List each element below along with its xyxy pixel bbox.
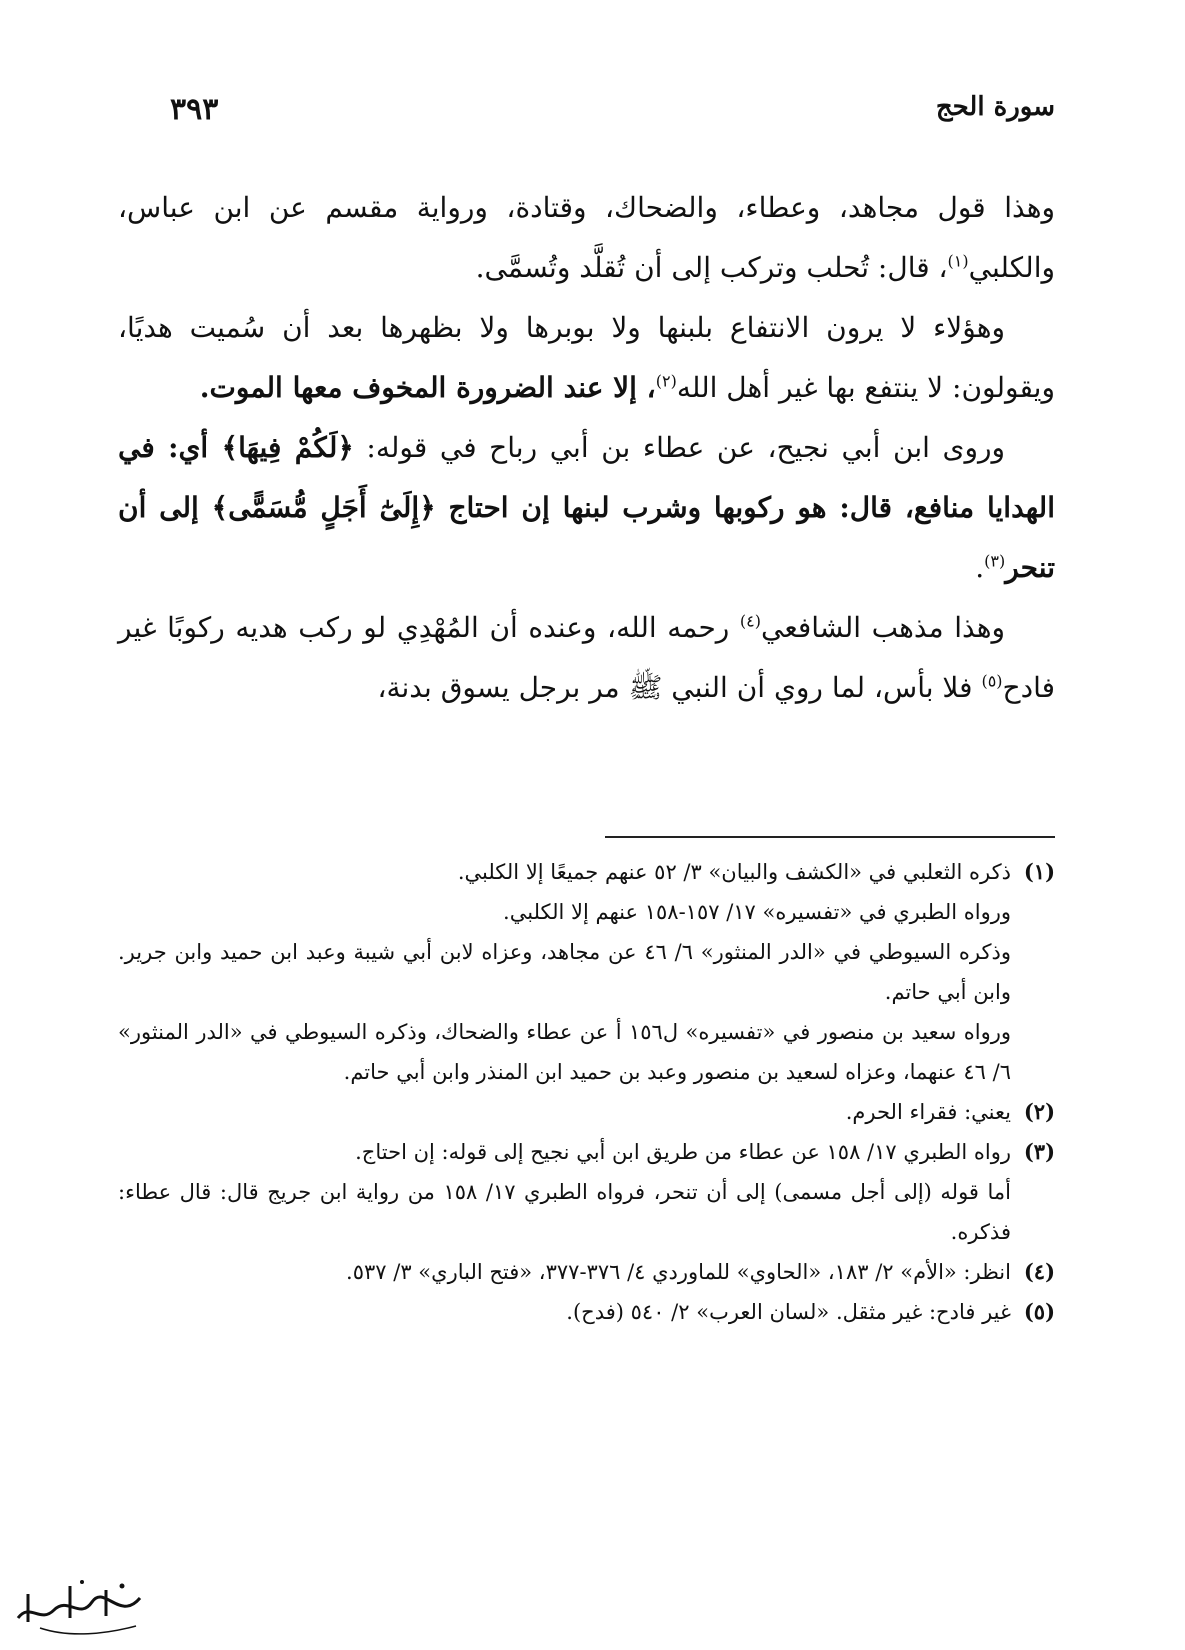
- footnote-ref-1: (١): [947, 251, 969, 271]
- footnote-line: ورواه الطبري في «تفسيره» ١٧/ ١٥٧-١٥٨ عنهم إلا الكلبي.: [503, 900, 1011, 924]
- footnote-divider: [605, 836, 1055, 838]
- footnote-line: غير فادح: غير مثقل. «لسان العرب» ٢/ ٥٤٠ (فدح).: [566, 1300, 1011, 1324]
- footnote-line: وذكره السيوطي في «الدر المنثور» ٦/ ٤٦ عن مجاهد، وعزاه لابن أبي شيبة وعبد ابن حميد وابن جرير. وابن أبي حاتم.: [118, 940, 1011, 1004]
- footnote-ref-4: (٤): [739, 611, 762, 631]
- footnote-line: انظر: «الأم» ٢/ ١٨٣، «الحاوي» للماوردي ٤/ ٣٧٦-٣٧٧، «فتح الباري» ٣/ ٥٣٧.: [346, 1260, 1011, 1284]
- footnote-number: (٢): [1023, 1099, 1055, 1124]
- footnote-2: [118, 1092, 1055, 1132]
- footnote-ref-5: (٥): [981, 671, 1003, 691]
- footnote-line: رواه الطبري ١٧/ ١٥٨ عن عطاء من طريق ابن أبي نجيح إلى قوله: إن احتاج.: [355, 1140, 1011, 1164]
- footnote-ref-2: (٢): [655, 371, 677, 391]
- paragraph-3: وروى ابن أبي نجيح، عن عطاء بن أبي رباح في قوله: ﴿لَكُمْ فِيهَا﴾ أي: في الهدايا منافع، قال: هو ركوبها وشرب لبنها إن احتاج ﴿إِلَىٰٓ أَجَلٍ مُّسَمًّى﴾ إلى أن تنحر$^{(٣)}$.: [118, 431, 1055, 584]
- footnote-line: أما قوله (إلى أجل مسمى) إلى أن تنحر، فرواه الطبري ١٧/ ١٥٨ من رواية ابن جريج قال: قال عطاء: فذكره.: [118, 1180, 1011, 1244]
- footnote-number: (١): [1023, 859, 1055, 884]
- footnote-line: ورواه سعيد بن منصور في «تفسيره» ل١٥٦ أ عن عطاء والضحاك، وذكره السيوطي في «الدر المنثور» ٦/ ٤٦ عنهما، وعزاه لسعيد بن منصور وعبد بن حميد ابن المنذر وابن أبي حاتم.: [118, 1020, 1011, 1084]
- footnotes: [118, 852, 1055, 1332]
- footnote-number: (٤): [1023, 1259, 1055, 1284]
- paragraph-1: وهذا قول مجاهد، وعطاء، والضحاك، وقتادة، ورواية مقسم عن ابن عباس، والكلبي$^{(١)}$، قال: تُحلب وتركب إلى أن تُقلَّد وتُسمَّى.: [118, 191, 1055, 284]
- page-number: ٣٩٣: [170, 92, 219, 127]
- footnote-number: (٥): [1023, 1299, 1055, 1324]
- footnote-line: يعني: فقراء الحرم.: [845, 1100, 1011, 1124]
- quran-quote-1: ﴿لَكُمْ فِيهَا﴾: [221, 431, 354, 464]
- surah-title: سورة الحج: [935, 92, 1055, 122]
- paragraph-2: وهؤلاء لا يرون الانتفاع بلبنها ولا بوبرها ولا بظهرها بعد أن سُميت هديًا، ويقولون: لا ينتفع بها غير أهل الله$^{(٢)}$، إلا عند الضرورة المخوف معها الموت.: [118, 311, 1055, 404]
- footnote-number: (٣): [1023, 1139, 1055, 1164]
- footnote-ref-3: (٣): [984, 551, 1006, 571]
- paragraph-4: وهذا مذهب الشافعي$^{(٤)}$ رحمه الله، وعنده أن المُهْدِي لو ركب هديه ركوبًا غير فادح$^{(٥)}$ فلا بأس، لما روي أن النبي ﷺ مر برجل يسوق بدنة،: [118, 611, 1055, 704]
- footnote-1: [118, 852, 1055, 1092]
- page-header: [150, 92, 1055, 132]
- quran-quote-2: ﴿إِلَىٰٓ أَجَلٍ مُّسَمًّى﴾: [211, 491, 436, 524]
- footnote-4: [118, 1252, 1055, 1292]
- publisher-logo: [10, 1572, 150, 1642]
- main-text: [118, 178, 1055, 718]
- footnote-3: [118, 1132, 1055, 1252]
- footnote-5: [118, 1292, 1055, 1332]
- footnote-line: ذكره الثعلبي في «الكشف والبيان» ٣/ ٥٢ عنهم جميعًا إلا الكلبي.: [457, 860, 1011, 884]
